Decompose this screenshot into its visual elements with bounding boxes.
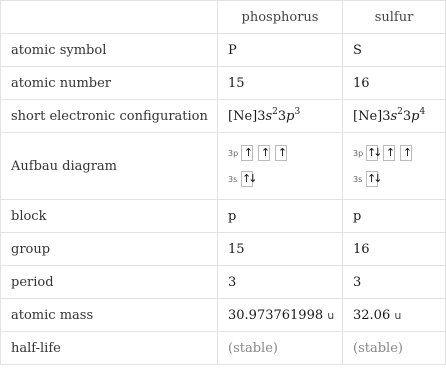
- cell-phosphorus-config: $[Ne]3s^23p^3$: [218, 100, 343, 133]
- cell-phosphorus: P: [218, 34, 343, 67]
- orbital-box: ↑↓: [367, 172, 380, 185]
- table-row: [1, 200, 446, 233]
- unit-label: u: [327, 308, 335, 322]
- cell-phosphorus-mass: 30.973761998 u: [218, 299, 343, 332]
- orbital-box: ↑: [383, 145, 395, 161]
- header-row: [1, 1, 446, 34]
- orbital-label: 3s: [353, 174, 363, 184]
- cell-sulfur: S: [343, 34, 446, 67]
- cell-sulfur: 3: [343, 266, 446, 299]
- cell-sulfur: 16: [343, 233, 446, 266]
- orbital-3p-row: [228, 145, 342, 161]
- cell-phosphorus: 3: [218, 266, 343, 299]
- orbital-box: ↑↓: [242, 172, 255, 185]
- column-header-phosphorus: phosphorus: [218, 1, 343, 34]
- orbital-box: ↑: [275, 145, 287, 161]
- row-label: atomic number: [1, 67, 218, 100]
- table-row: [1, 266, 446, 299]
- orbital-box: ↑: [241, 145, 253, 161]
- table-row: [1, 34, 446, 67]
- cell-sulfur-config: $[Ne]3s^23p^4$: [343, 100, 446, 133]
- table-row: [1, 233, 446, 266]
- orbital-box: ↑: [258, 145, 270, 161]
- cell-phosphorus: p: [218, 200, 343, 233]
- row-label: half-life: [1, 332, 218, 365]
- orbital-label: 3p: [353, 148, 364, 158]
- table-row: [1, 100, 446, 133]
- cell-phosphorus: 15: [218, 67, 343, 100]
- cell-sulfur: 16: [343, 67, 446, 100]
- aufbau-diagram-sulfur: [343, 133, 446, 200]
- table-row: [1, 332, 446, 365]
- row-label: block: [1, 200, 218, 233]
- cell-phosphorus: (stable): [218, 332, 343, 365]
- orbital-3p-row: [353, 145, 445, 161]
- row-label: period: [1, 266, 218, 299]
- orbital-box: ↑↓: [367, 146, 380, 159]
- orbital-3s-row: [353, 171, 445, 187]
- orbital-label: 3p: [228, 148, 239, 158]
- cell-sulfur: (stable): [343, 332, 446, 365]
- orbital-3s-row: [228, 171, 342, 187]
- row-label: short electronic configuration: [1, 100, 218, 133]
- row-label: group: [1, 233, 218, 266]
- row-label: atomic symbol: [1, 34, 218, 67]
- corner-cell: [1, 1, 218, 34]
- cell-sulfur: p: [343, 200, 446, 233]
- row-label: Aufbau diagram: [1, 133, 218, 200]
- table-row: [1, 133, 446, 200]
- cell-sulfur-mass: 32.06 u: [343, 299, 446, 332]
- orbital-label: 3s: [228, 174, 238, 184]
- unit-label: u: [394, 308, 402, 322]
- table-row: [1, 299, 446, 332]
- table-row: [1, 67, 446, 100]
- aufbau-diagram-phosphorus: [218, 133, 343, 200]
- cell-phosphorus: 15: [218, 233, 343, 266]
- row-label: atomic mass: [1, 299, 218, 332]
- column-header-sulfur: sulfur: [343, 1, 446, 34]
- orbital-box: ↑: [400, 145, 412, 161]
